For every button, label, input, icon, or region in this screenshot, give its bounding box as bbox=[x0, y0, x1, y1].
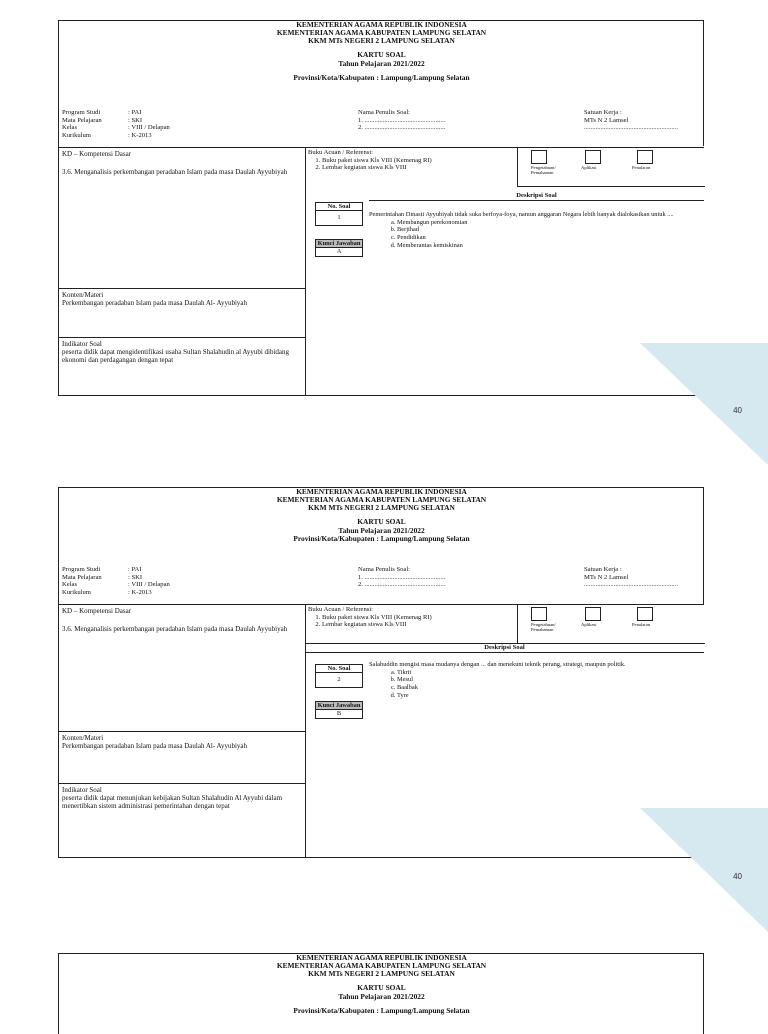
mapel-label: Mata Pelajaran bbox=[62, 116, 102, 124]
question-card-3 bbox=[58, 953, 704, 1034]
level-checkbox-pengetahuan[interactable] bbox=[531, 607, 547, 621]
header-line-3: KKM MTs NEGERI 2 LAMPUNG SELATAN bbox=[308, 969, 455, 979]
level-checkbox-penalaran[interactable] bbox=[637, 607, 653, 621]
kd-title: KD – Kompetensi Dasar bbox=[62, 150, 132, 158]
level-label-pengetahuan: Pengetahuan/ Pemahaman bbox=[531, 622, 556, 633]
card-header bbox=[59, 488, 704, 543]
program-label: Program Studi bbox=[62, 566, 101, 573]
kurikulum-value: : K-2013 bbox=[128, 588, 152, 596]
level-label-aplikasi: Aplikasi bbox=[581, 165, 597, 170]
header-line-1: KEMENTERIAN AGAMA REPUBLIK INDONESIA bbox=[296, 953, 467, 962]
indikator-title: Indikator Soal bbox=[62, 786, 102, 794]
question-text-block bbox=[369, 661, 699, 699]
option-b: b. Berjihad bbox=[397, 226, 699, 234]
mapel-value: : SKI bbox=[128, 116, 143, 124]
reference-section bbox=[308, 149, 432, 172]
option-a: a. Membangun perekonomian bbox=[397, 219, 699, 227]
program-label: Program Studi bbox=[62, 109, 101, 116]
penulis-2: 2. ................................................. bbox=[358, 581, 446, 589]
level-checkbox-penalaran[interactable] bbox=[637, 150, 653, 164]
header-line-2: KEMENTERIAN AGAMA KABUPATEN LAMPUNG SELATAN bbox=[276, 495, 487, 505]
kurikulum-value: : K-2013 bbox=[128, 131, 152, 139]
header-line-1: KEMENTERIAN AGAMA REPUBLIK INDONESIA bbox=[296, 487, 467, 496]
academic-year: Tahun Pelajaran 2021/2022 bbox=[338, 991, 425, 1001]
card-title: KARTU SOAL bbox=[357, 50, 406, 60]
kurikulum-label: Kurikulum bbox=[62, 131, 91, 139]
question-text: Pemerintahan Dinasti Ayyubiyah tidak suka berfoya-foya, namun anggaran Negara lebih banyak dialokasikan untuk .... bbox=[369, 211, 674, 218]
level-label-aplikasi: Aplikasi bbox=[581, 622, 597, 627]
level-section bbox=[517, 605, 705, 644]
kd-text: 3.6. Menganalisis perkembangan peradaban Islam pada masa Daulah Ayyubiyah bbox=[62, 168, 288, 177]
card-title: KARTU SOAL bbox=[357, 983, 406, 993]
option-b: b. Mesul bbox=[397, 676, 699, 684]
level-checkbox-aplikasi[interactable] bbox=[585, 607, 601, 621]
kunci-box bbox=[315, 239, 363, 257]
kelas-value: : VIII / Delapan bbox=[128, 581, 170, 589]
mapel-label: Mata Pelajaran bbox=[62, 573, 102, 581]
corner-triangle-decoration bbox=[640, 808, 768, 932]
penulis-2: 2. ................................................. bbox=[358, 124, 446, 132]
level-checkbox-aplikasi[interactable] bbox=[585, 150, 601, 164]
konten-title: Konten/Materi bbox=[62, 291, 104, 299]
header-line-2: KEMENTERIAN AGAMA KABUPATEN LAMPUNG SELATAN bbox=[276, 961, 487, 971]
province: Provinsi/Kota/Kabupaten : Lampung/Lampung Selatan bbox=[293, 72, 470, 82]
ref-title: Buku Acuan / Referensi: bbox=[308, 606, 374, 613]
card-meta bbox=[62, 566, 702, 604]
question-card-1 bbox=[58, 20, 704, 396]
header-line-3: KKM MTs NEGERI 2 LAMPUNG SELATAN bbox=[308, 36, 455, 46]
no-soal-value: 1 bbox=[337, 214, 341, 222]
page-number: 40 bbox=[733, 406, 742, 415]
card-meta bbox=[62, 109, 702, 147]
question-card-2 bbox=[58, 487, 704, 858]
konten-section bbox=[59, 289, 305, 338]
indikator-section bbox=[59, 784, 305, 858]
no-soal-label: No. Soal bbox=[316, 203, 362, 211]
level-label-penalaran: Penalaran bbox=[632, 165, 651, 170]
konten-text: Perkembangan peradaban Islam pada masa Daulah Al- Ayyubiyah bbox=[62, 742, 247, 751]
card-title: KARTU SOAL bbox=[357, 517, 406, 527]
penulis-label: Nama Penulis Soal: bbox=[358, 109, 411, 116]
option-d: d. Tyre bbox=[397, 692, 699, 700]
province: Provinsi/Kota/Kabupaten : Lampung/Lampung Selatan bbox=[293, 1005, 470, 1015]
corner-triangle-decoration bbox=[640, 343, 768, 465]
option-d: d. Memberantas kemiskinan bbox=[397, 242, 699, 250]
konten-section bbox=[59, 732, 305, 784]
indikator-title: Indikator Soal bbox=[62, 340, 102, 348]
deskripsi-title: Deskripsi Soal bbox=[305, 643, 704, 653]
satuan-dots: ......................................................... bbox=[584, 581, 678, 589]
province: Provinsi/Kota/Kabupaten : Lampung/Lampung Selatan bbox=[293, 533, 470, 543]
no-soal-box bbox=[315, 664, 363, 688]
ref-item: 2. Lembar kegiatan siswa Kls VIII bbox=[322, 621, 432, 629]
header-line-2: KEMENTERIAN AGAMA KABUPATEN LAMPUNG SELATAN bbox=[276, 28, 487, 38]
kd-section bbox=[59, 148, 305, 289]
ref-item: 1. Buku paket siswa Kls VIII (Kemenag RI) bbox=[322, 614, 432, 622]
ref-title: Buku Acuan / Referensi: bbox=[308, 149, 374, 156]
academic-year: Tahun Pelajaran 2021/2022 bbox=[338, 58, 425, 68]
question-text-block bbox=[369, 211, 699, 249]
kd-text: 3.6. Menganalisis perkembangan peradaban Islam pada masa Daulah Ayyubiyah bbox=[62, 625, 288, 634]
penulis-1: 1. ................................................. bbox=[358, 573, 446, 581]
kelas-label: Kelas bbox=[62, 581, 78, 589]
no-soal-value: 2 bbox=[337, 676, 341, 684]
deskripsi-title: Deskripsi Soal bbox=[369, 192, 704, 201]
option-c: c. Pendidikan bbox=[397, 234, 699, 242]
kunci-box bbox=[315, 701, 363, 719]
kd-section bbox=[59, 605, 305, 732]
satuan-value: MTs N 2 Lamsel bbox=[584, 116, 629, 124]
kunci-value: B bbox=[336, 710, 342, 718]
option-a: a. Tikrit bbox=[397, 669, 699, 677]
kunci-label: Kunci Jawaban bbox=[317, 240, 361, 247]
question-text: Salahuddin mengisi masa mudanya dengan ... dan menekuni teknik perang, strategi, maupun politik. bbox=[369, 661, 626, 668]
kelas-value: : VIII / Delapan bbox=[128, 124, 170, 132]
ref-item: 2. Lembar kegiatan siswa Kls VIII bbox=[322, 164, 432, 172]
kunci-label: Kunci Jawaban bbox=[317, 702, 361, 709]
ref-item: 1. Buku paket siswa Kls VIII (Kemenag RI) bbox=[322, 157, 432, 165]
program-value: : PAI bbox=[128, 109, 142, 116]
card-header bbox=[59, 954, 704, 1015]
no-soal-label: No. Soal bbox=[316, 665, 362, 673]
level-label-pengetahuan: Pengetahuan/ Pemahaman bbox=[531, 165, 556, 176]
level-label-penalaran: Penalaran bbox=[632, 622, 651, 627]
satuan-dots: ......................................................... bbox=[584, 124, 678, 132]
indikator-section bbox=[59, 338, 305, 395]
indikator-text: peserta didik dapat menunjukan kebijakan Sultan Shalahudin Al Ayyubi dalam menertibkan sistem administrasi pemerintahan dengan tepat bbox=[62, 794, 283, 811]
satuan-label: Satuan Kerja : bbox=[584, 566, 622, 573]
program-value: : PAI bbox=[128, 566, 142, 573]
indikator-text: peserta didik dapat mengidentifikasi usaha Sultan Shalahudin al Ayyubi dibidang ekonomi dan perdagangan dengan tepat bbox=[62, 348, 290, 365]
option-c: c. Baalbak bbox=[397, 684, 699, 692]
satuan-value: MTs N 2 Lamsel bbox=[584, 573, 629, 581]
konten-text: Perkembangan peradaban Islam pada masa Daulah Al- Ayyubiyah bbox=[62, 299, 247, 308]
konten-title: Konten/Materi bbox=[62, 734, 104, 742]
kelas-label: Kelas bbox=[62, 124, 78, 132]
kd-title: KD – Kompetensi Dasar bbox=[62, 607, 132, 615]
mapel-value: : SKI bbox=[128, 573, 143, 581]
header-line-3: KKM MTs NEGERI 2 LAMPUNG SELATAN bbox=[308, 503, 455, 513]
header-line-1: KEMENTERIAN AGAMA REPUBLIK INDONESIA bbox=[296, 20, 467, 29]
card-header bbox=[59, 21, 704, 82]
academic-year: Tahun Pelajaran 2021/2022 bbox=[338, 525, 425, 535]
level-checkbox-pengetahuan[interactable] bbox=[531, 150, 547, 164]
page-number: 40 bbox=[733, 872, 742, 881]
satuan-label: Satuan Kerja : bbox=[584, 109, 622, 116]
penulis-label: Nama Penulis Soal: bbox=[358, 566, 411, 573]
kunci-value: A bbox=[336, 248, 342, 256]
penulis-1: 1. ................................................. bbox=[358, 116, 446, 124]
no-soal-box bbox=[315, 202, 363, 226]
level-section bbox=[517, 148, 705, 187]
reference-section bbox=[308, 606, 432, 629]
kurikulum-label: Kurikulum bbox=[62, 588, 91, 596]
